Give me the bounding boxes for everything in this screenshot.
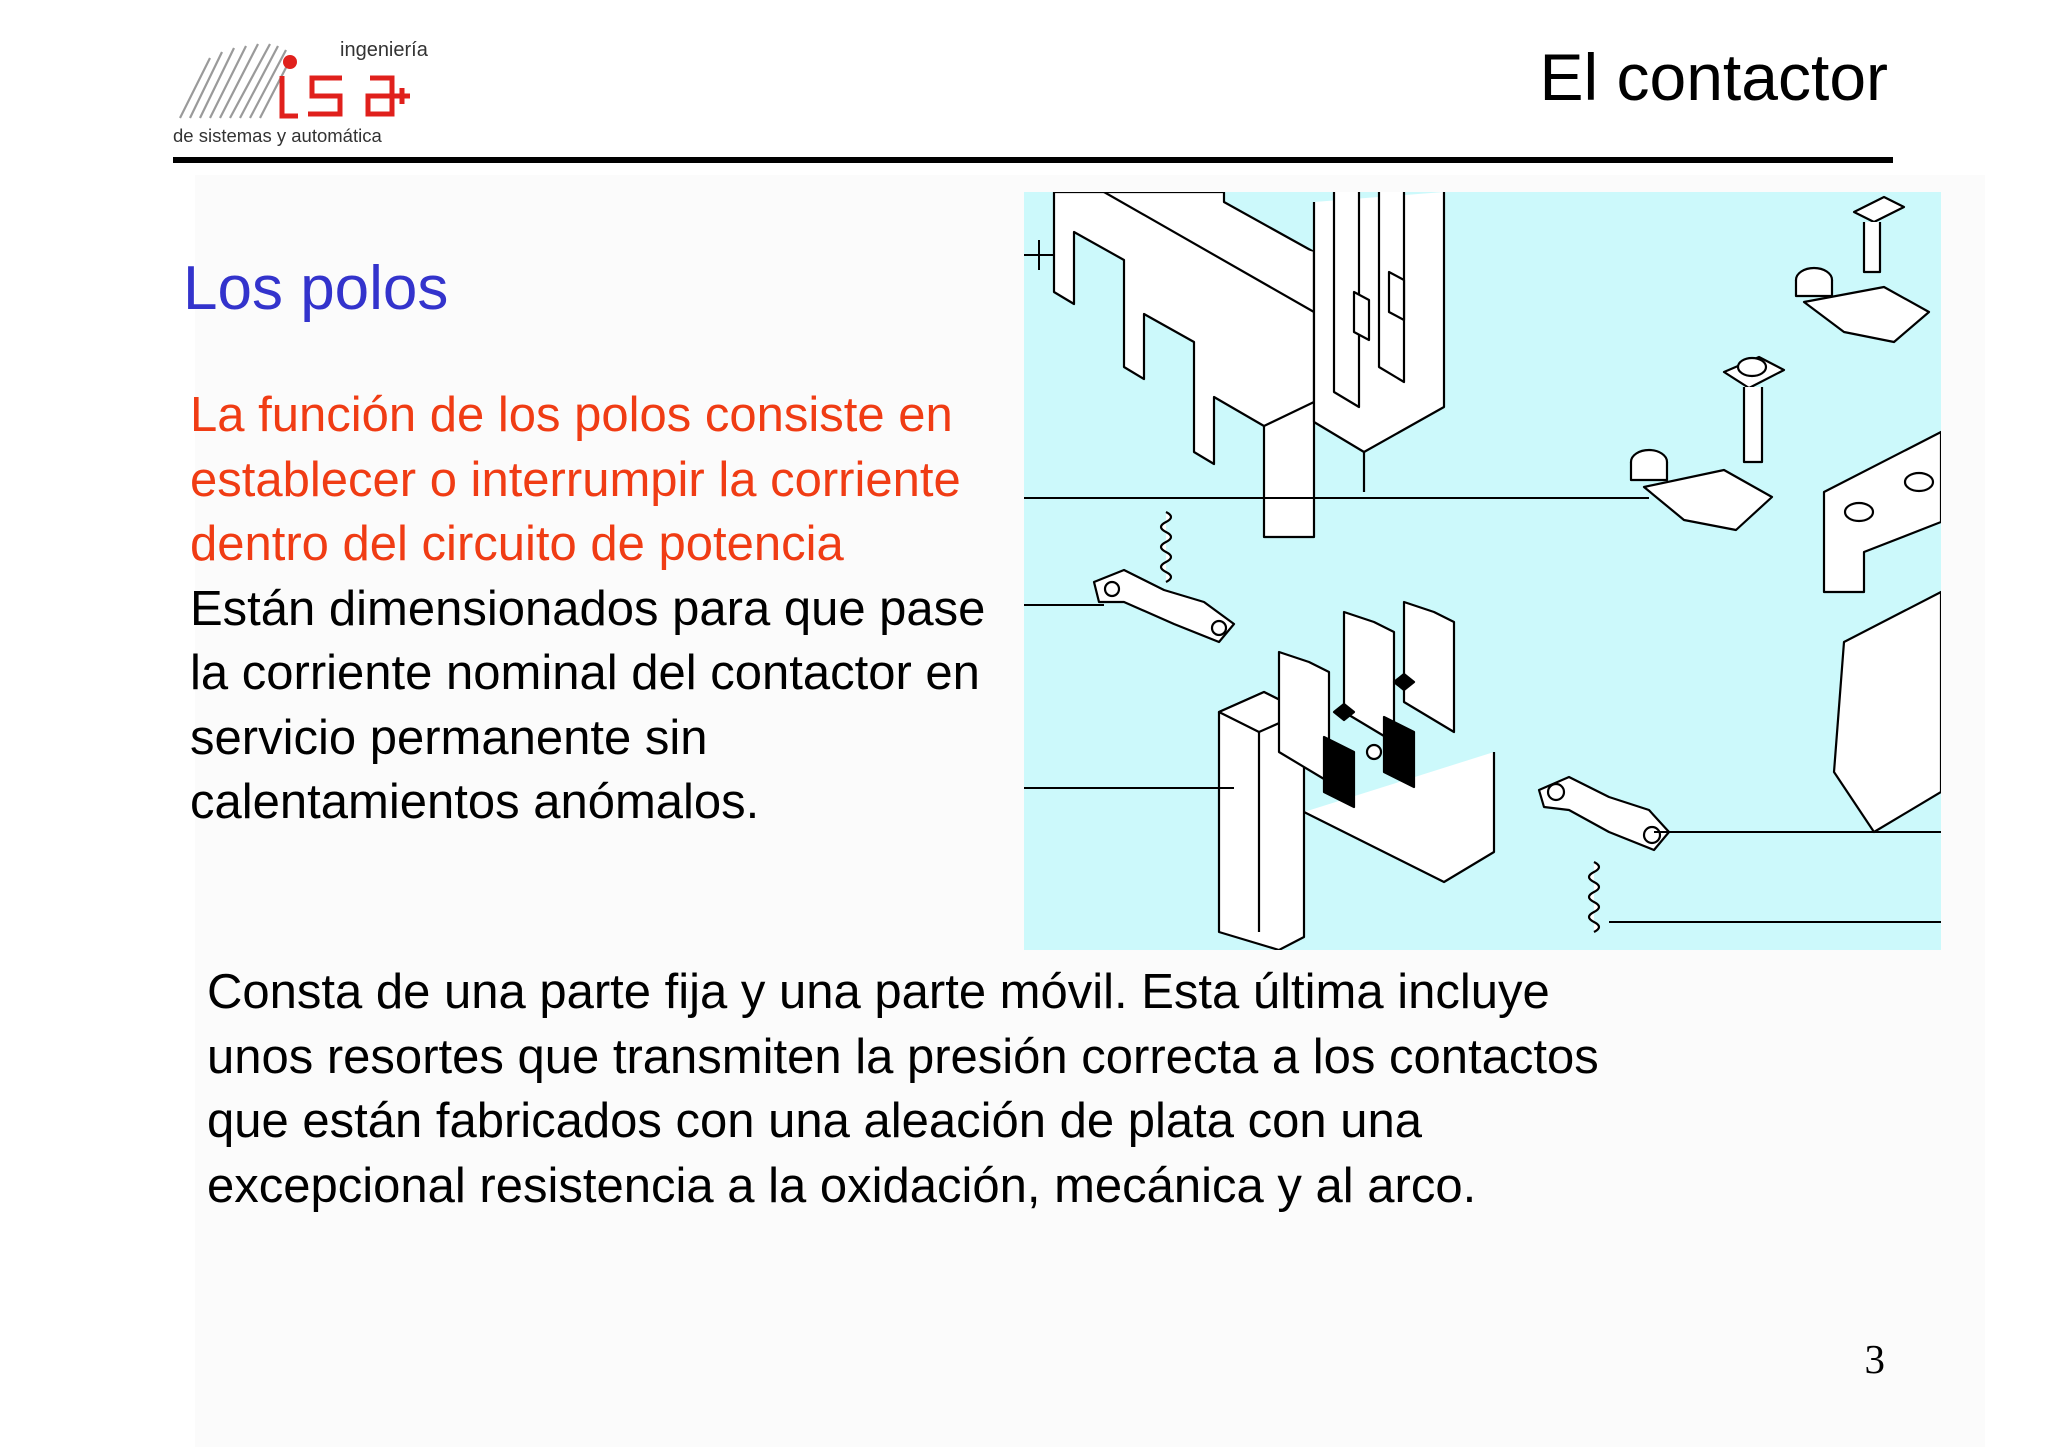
poles-function-highlight: La función de los polos consiste en establecer o interrumpir la corriente dentro del circuito de potencia	[190, 388, 961, 571]
contactor-illustration	[1024, 192, 1941, 950]
logo-line-top: ingeniería	[340, 39, 428, 61]
contactor-exploded-diagram-icon	[1024, 192, 1941, 950]
slide-title: El contactor	[1539, 40, 1888, 114]
logo-line-bottom: de sistemas y automática	[173, 125, 382, 146]
title-divider	[173, 157, 1893, 163]
poles-function-paragraph	[190, 383, 990, 835]
isa-logo	[170, 18, 445, 153]
poles-structure-paragraph: Consta de una parte fija y una parte móvil. Esta última incluye unos resortes que transmiten la presión correcta a los contactos que están fabricados con una aleación de plata con una excepcional resistencia a la oxidación, mecánica y al arco.	[207, 965, 1599, 1213]
section-heading: Los polos	[183, 254, 449, 323]
poles-function-detail: Están dimensionados para que pase la corriente nominal del contactor en servicio permanente sin calentamientos anómalos.	[190, 581, 986, 829]
page-number: 3	[1864, 1336, 1885, 1382]
